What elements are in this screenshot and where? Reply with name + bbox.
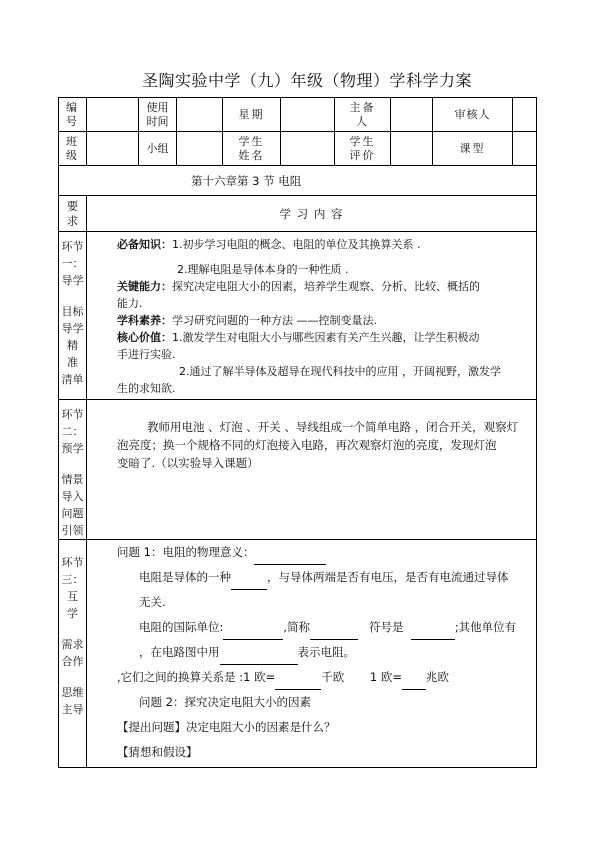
blank-unit[interactable] (223, 627, 283, 640)
section1-row (59, 232, 537, 400)
section3-content (87, 540, 537, 768)
q1-line-4: 电阻的国际单位: ,简称 符号是 ;其他单位有 (117, 615, 530, 640)
shenhe-value-cell[interactable] (513, 98, 537, 132)
section2-line-3: 变暗了.（以实验导入课题） (117, 456, 259, 470)
section2-line-2: 泡亮度；换一个规格不同的灯泡接入电路，再次观察灯泡的亮度，发现灯泡 (117, 438, 497, 452)
banji-value-cell[interactable] (87, 132, 139, 166)
section2-label: 环节 二： 预学 情景 导入 问题 引领 (59, 400, 87, 540)
hexin-line-1: 核心价值：1.激发学生对电阻大小与哪些因素有关产生兴趣，让学生积极动 (117, 331, 480, 344)
xuesheng-pingjia-label: 学生 评价 (335, 132, 391, 166)
content-header: 学 习 内 容 (87, 196, 537, 232)
section3-label: 环节 三： 互 学 需求 合作 思维 主导 (59, 540, 87, 768)
guanjian-line-2: 能力. (117, 297, 143, 310)
xiaozu-value-cell[interactable] (177, 132, 223, 166)
shiyong-shijian-label: 使用 时间 (139, 98, 177, 132)
blank-symbol[interactable] (411, 627, 455, 640)
section2-line-1: 教师用电池 、灯泡 、开关 、导线组成一个简单电路 ，闭合开关，观察灯 (147, 420, 519, 434)
zhubei-label: 主备 人 (335, 98, 391, 132)
section1-label: 环节 一： 导学 目标 导学 精 准 清单 (59, 232, 87, 400)
shiyong-shijian-value-cell[interactable] (177, 98, 223, 132)
hexin-line-2b: 生的求知欲. (117, 382, 176, 395)
tichu-line: 【提出问题】决定电阻大小的因素是什么？ (117, 720, 336, 734)
q1-line-5: ，在电路图中用 表示电阻。 (117, 640, 530, 665)
section2-row (59, 400, 537, 540)
q1-line: 问题 1：电阻的物理意义： (117, 540, 530, 565)
kexing-value-cell[interactable] (513, 132, 537, 166)
hexin-line-1b: 手进行实验. (117, 348, 176, 361)
q2-line: 问题 2：探究决定电阻大小的因素 (139, 695, 311, 709)
q1-line-2: 电阻是导体的一种 ，与导体两端是否有电压，是否有电流通过导体 (117, 565, 530, 590)
q1-line-3: 无关. (139, 595, 166, 609)
shenhe-label: 审核人 (433, 98, 513, 132)
section3-row (59, 540, 537, 768)
chapter-row (59, 166, 537, 196)
xiaozu-label: 小组 (139, 132, 177, 166)
requirement-label: 要 求 (59, 196, 87, 232)
xingqi-label: 星期 (223, 98, 281, 132)
blank-jiancheng[interactable] (310, 627, 358, 640)
bibei-line-2: 2.理解电阻是导体本身的一种性质 . (177, 263, 349, 276)
biaohao-value-cell[interactable] (87, 98, 139, 132)
kexing-label: 课型 (433, 132, 513, 166)
blank-xingzhi[interactable] (231, 577, 267, 590)
xuesheng-xingming-label: 学生 姓名 (223, 132, 281, 166)
blank-zhaoou[interactable] (402, 677, 426, 690)
xuesheng-xingming-value-cell[interactable] (281, 132, 335, 166)
zhubei-value-cell[interactable] (391, 98, 433, 132)
blank-symbol-circuit[interactable] (220, 652, 298, 665)
header-row-2 (59, 132, 537, 166)
q1-line-6: ,它们之间的换算关系是 :1 欧= 千欧 1 欧= 兆欧 (117, 665, 530, 690)
section1-content (87, 232, 537, 400)
bibei-line-1: 必备知识：1.初步学习电阻的概念、电阻的单位及其换算关系 . (117, 238, 421, 251)
q1-blank[interactable] (254, 552, 326, 565)
requirement-row (59, 196, 537, 232)
guanjian-line: 关键能力：探究决定电阻大小的因素，培养学生观察、分析、比较、概括的 (117, 280, 480, 293)
page-title: 圣陶实验中学（九）年级（物理）学科学力案 (141, 71, 472, 90)
blank-qianou[interactable] (275, 677, 321, 690)
banji-label: 班 级 (59, 132, 87, 166)
chapter-title: 第十六章第 3 节 电阻 (59, 166, 537, 196)
caixiang-line: 【猜想和假设】 (117, 745, 198, 759)
section2-content (87, 400, 537, 540)
xueke-line: 学科素养：学习研究问题的一种方法 ——控制变量法. (117, 314, 377, 327)
hexin-line-2: 2.通过了解半导体及超导在现代科技中的应用 ，开阔视野，激发学 (179, 365, 501, 378)
xingqi-value-cell[interactable] (281, 98, 335, 132)
lesson-plan-table (58, 97, 537, 768)
xuesheng-pingjia-value-cell[interactable] (391, 132, 433, 166)
header-row-1 (59, 98, 537, 132)
biaohao-label: 编 号 (59, 98, 87, 132)
